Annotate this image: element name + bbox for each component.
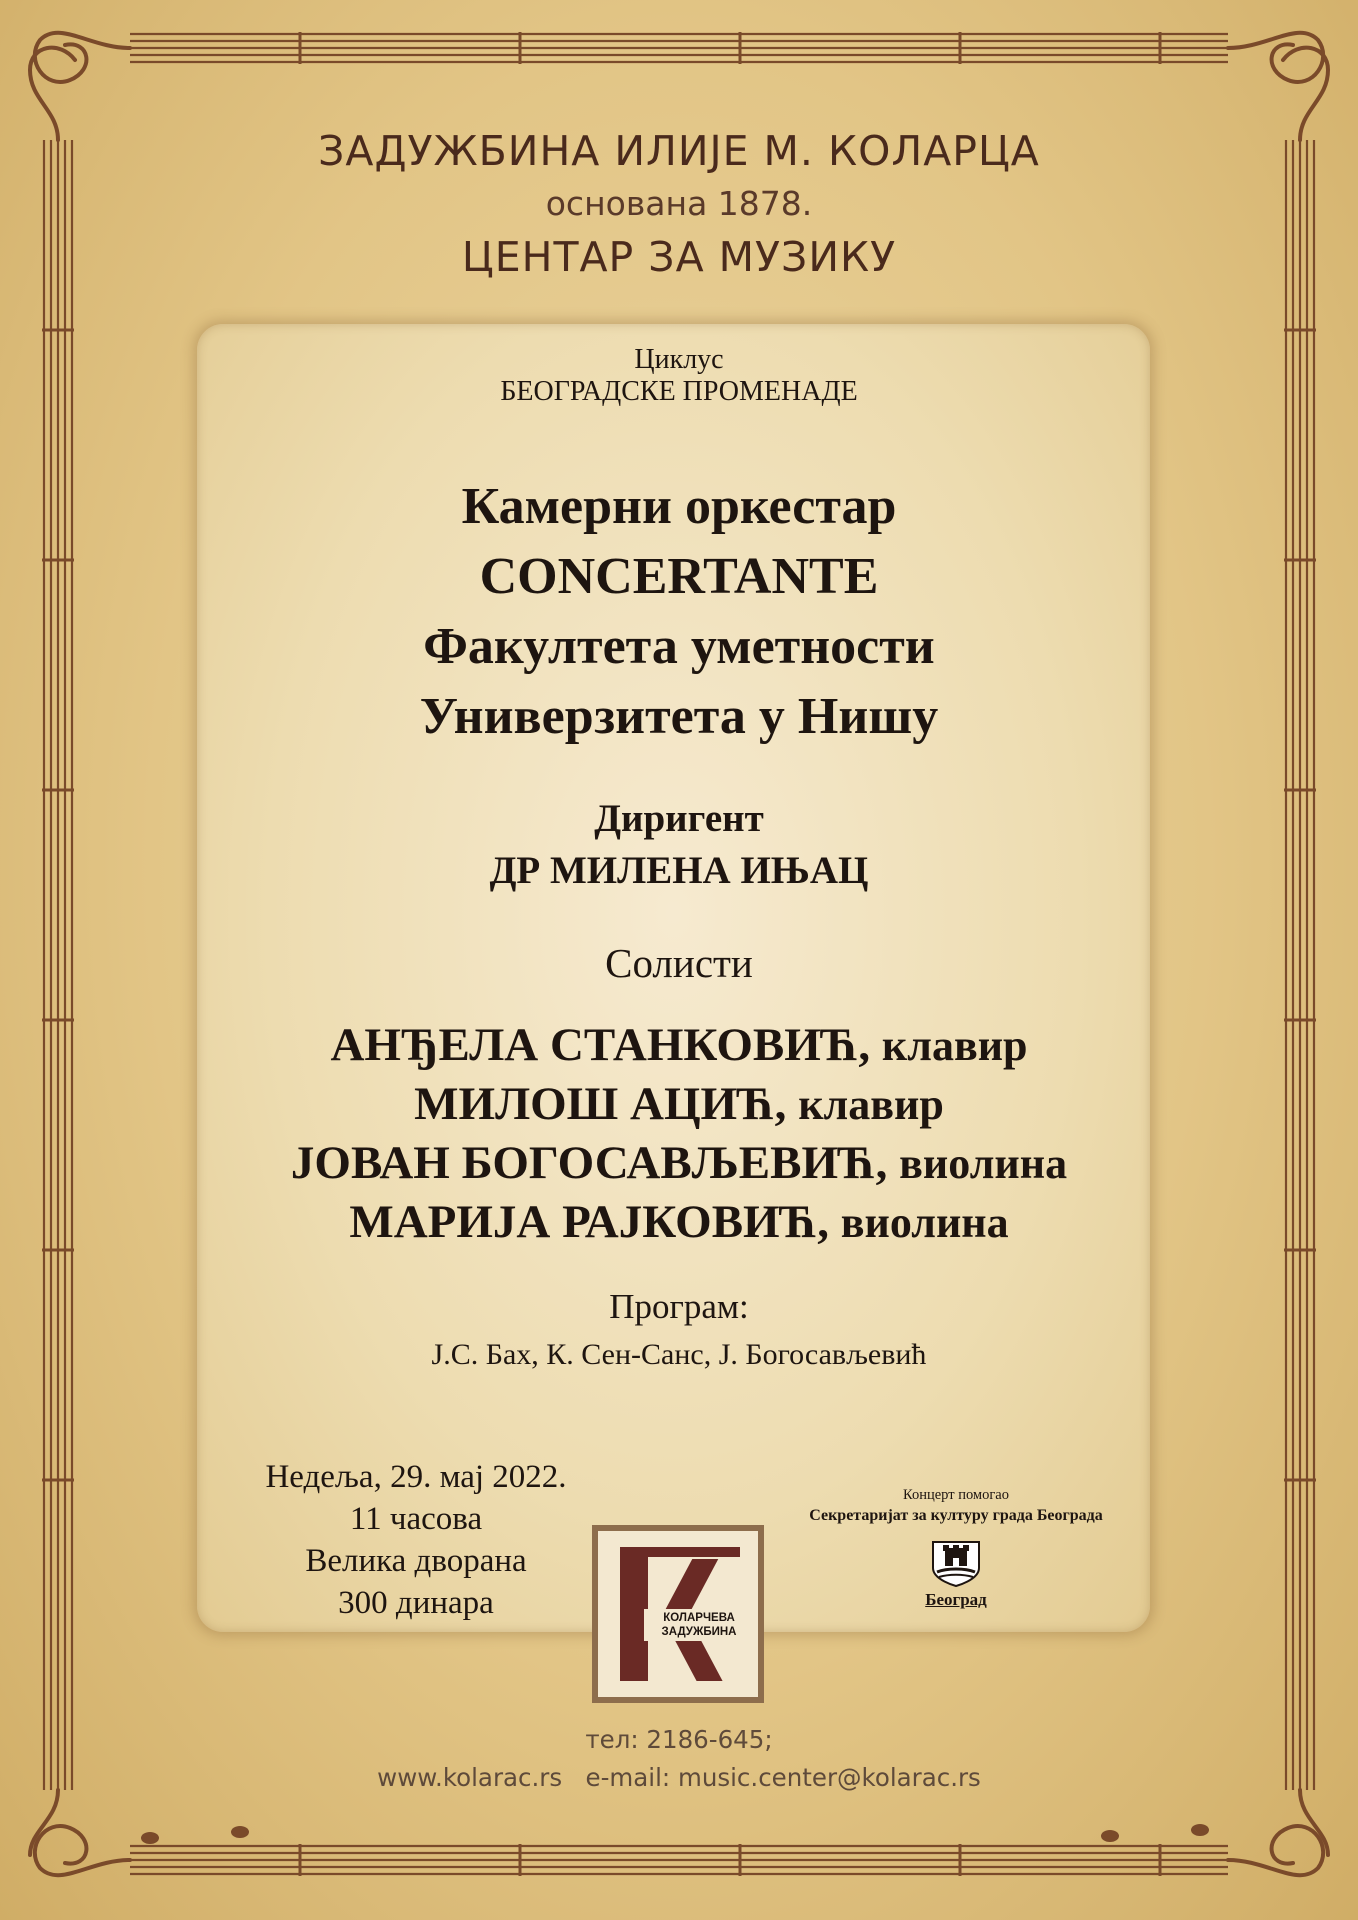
- soloists-list: [0, 1016, 1358, 1252]
- sponsor-block: [766, 1486, 1146, 1610]
- belgrade-crest-icon: [929, 1538, 983, 1588]
- soloist-name: МАРИЈА РАЈКОВИЋ,: [349, 1196, 829, 1248]
- title-line-1: Камерни оркестар: [461, 478, 897, 535]
- email-link[interactable]: e-mail: music.center@kolarac.rs: [585, 1763, 981, 1792]
- conductor-block: [0, 793, 1358, 897]
- conductor-label: Диригент: [594, 797, 764, 840]
- event-date: Недеља, 29. мај 2022.: [265, 1459, 567, 1495]
- event-time: 11 часова: [349, 1501, 483, 1537]
- logo-line-1: КОЛАРЧЕВА: [663, 1612, 735, 1624]
- soloist-instrument: клавир: [798, 1080, 944, 1129]
- soloist-item: [0, 1016, 1358, 1075]
- music-center-title: ЦЕНТАР ЗА МУЗИКУ: [461, 233, 897, 281]
- cycle-label: Циклус: [634, 344, 724, 375]
- belgrade-logo: [917, 1538, 995, 1610]
- title-line-3: Факултета уметности: [423, 618, 935, 675]
- program-composers: Ј.С. Бах, К. Сен-Санс, Ј. Богосављевић: [431, 1338, 927, 1371]
- title-line-4: Универзитета у Нишу: [419, 688, 939, 745]
- foundation-name: ЗАДУЖБИНА ИЛИЈЕ М. КОЛАРЦА: [318, 127, 1040, 175]
- contact-phone: тел: 2186-645;: [585, 1725, 773, 1754]
- logo-k-top: [648, 1547, 740, 1557]
- soloist-item: [0, 1193, 1358, 1252]
- header: [0, 124, 1358, 284]
- program-label: Програм:: [609, 1287, 749, 1326]
- event-price: 300 динара: [338, 1585, 494, 1621]
- soloist-item: [0, 1134, 1358, 1193]
- cycle-name: БЕОГРАДСКЕ ПРОМЕНАДЕ: [500, 376, 858, 407]
- founded-year: основана 1878.: [545, 184, 813, 223]
- logo-label: [644, 1609, 754, 1641]
- soloists-label: Солисти: [605, 940, 753, 986]
- conductor-name: ДР МИЛЕНА ИЊАЦ: [489, 849, 869, 892]
- soloist-item: [0, 1075, 1358, 1134]
- soloist-instrument: виолина: [899, 1139, 1068, 1188]
- title-line-2: CONCERTANTE: [479, 548, 879, 605]
- contact-block: [0, 1721, 1358, 1797]
- logo-line-2: ЗАДУЖБИНА: [661, 1626, 737, 1638]
- event-info: [228, 1456, 604, 1624]
- soloist-name: ЈОВАН БОГОСАВЉЕВИЋ,: [290, 1137, 888, 1189]
- sponsor-name: Секретаријат за културу града Београда: [809, 1507, 1103, 1524]
- ensemble-title: [0, 472, 1358, 752]
- soloist-name: МИЛОШ АЦИЋ,: [414, 1078, 787, 1130]
- website-link[interactable]: www.kolarac.rs: [377, 1763, 563, 1792]
- soloist-name: АНЂЕЛА СТАНКОВИЋ,: [330, 1019, 871, 1071]
- sponsor-label: Концерт помогао: [903, 1487, 1009, 1503]
- city-name: Београд: [925, 1590, 987, 1609]
- event-venue: Велика дворана: [305, 1543, 527, 1579]
- soloist-instrument: виолина: [840, 1198, 1009, 1247]
- cycle-block: [0, 344, 1358, 408]
- kolarac-logo: [592, 1525, 764, 1703]
- contact-web-email: [0, 1759, 1358, 1797]
- soloist-instrument: клавир: [881, 1021, 1028, 1070]
